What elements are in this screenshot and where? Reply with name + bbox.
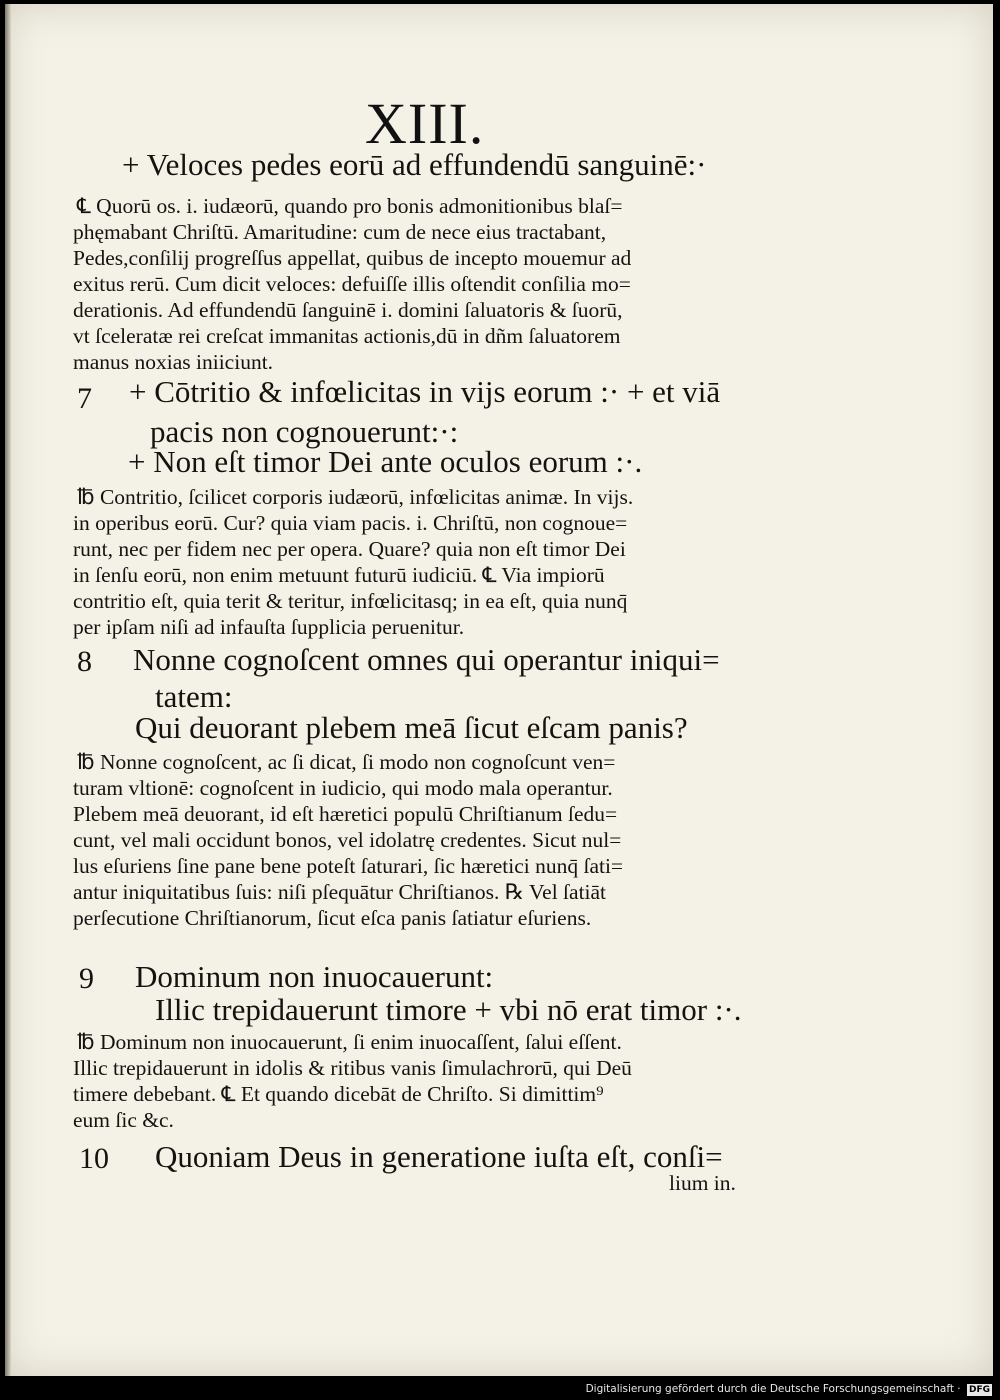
- commentary-line: per ipſam niſi ad infauſta ſupplicia peruenitur.: [73, 615, 465, 639]
- credit-text: Digitalisierung gefördert durch die Deutsche Forschungsgemeinschaft ·: [585, 1383, 961, 1395]
- commentary-line: Plebem meā deuorant, id eſt hæretici populū Chriſtianum ſedu=: [73, 802, 618, 826]
- commentary-line: runt, nec per fidem nec per opera. Quare? quia non eſt timor Dei: [73, 537, 626, 561]
- commentary-line: Illic trepidauerunt in idolis & ritibus vanis ſimulachrorū, qui Deū: [73, 1056, 632, 1080]
- verse-line: + Veloces pedes eorū ad effundendū sanguinē:·: [122, 147, 707, 182]
- verse-line: + Non eſt timor Dei ante oculos eorum :·.: [128, 444, 643, 479]
- commentary-line: timere debebant. ℄ Et quando dicebāt de Chriſto. Si dimittim⁹: [73, 1082, 604, 1106]
- commentary-line: phęmabant Chriſtū. Amaritudine: cum de nece eius tractabant,: [73, 220, 607, 244]
- commentary-line: in ſenſu eorū, non enim metuunt futurū iudiciū. ℄ Via impiorū: [73, 563, 605, 587]
- verse-number: 10: [79, 1142, 109, 1175]
- commentary-line: cunt, vel mali occidunt bonos, vel idolatrę credentes. Sicut nul=: [73, 828, 622, 852]
- verse-number: 7: [77, 382, 92, 415]
- verse-line: Qui deuorant plebem meā ſicut eſcam panis?: [135, 710, 688, 745]
- commentary-line: ℔ Nonne cognoſcent, ac ſi dicat, ſi modo non cognoſcunt ven=: [77, 750, 616, 774]
- verse-line: Quoniam Deus in generatione iuſta eſt, conſi=: [155, 1139, 723, 1174]
- verse-line: Dominum non inuocauerunt:: [135, 959, 494, 994]
- dfg-logo: DFG: [968, 1385, 990, 1395]
- commentary-line: turam vltionē: cognoſcent in iudicio, qui modo mala operantur.: [73, 776, 613, 800]
- commentary-line: in operibus eorū. Cur? quia viam pacis. i. Chriſtū, non cognoue=: [73, 511, 628, 535]
- commentary-line: contritio eſt, quia terit & teritur, infœlicitasq; in ea eſt, quia nunq̄: [73, 589, 628, 613]
- commentary-line: perſecutione Chriſtianorum, ſicut eſca panis ſatiatur eſuriens.: [73, 906, 592, 930]
- commentary-line: manus noxias iniiciunt.: [73, 350, 274, 374]
- commentary-line: eum ſic &c.: [73, 1108, 174, 1132]
- commentary-line: ℔ Contritio, ſcilicet corporis iudæorū, infœlicitas animæ. In vijs.: [77, 485, 634, 509]
- commentary-line: ℔ Dominum non inuocauerunt, ſi enim inuocaſſent, ſalui eſſent.: [77, 1030, 622, 1054]
- verse-line: tatem:: [155, 679, 233, 714]
- verse-line: pacis non cognouerunt:·:: [150, 414, 459, 449]
- commentary-line: lium in.: [669, 1171, 736, 1195]
- commentary-line: derationis. Ad effundendū ſanguinē i. domini ſaluatoris & ſuorū,: [73, 298, 623, 322]
- commentary-line: exitus rerū. Cum dicit veloces: defuiſſe illis oſtendit conſilia mo=: [73, 272, 631, 296]
- verse-line: Illic trepidauerunt timore + vbi nō erat timor :·.: [155, 992, 742, 1027]
- commentary-line: antur iniquitatibus ſuis: niſi pſequātur Chriſtianos. ℞ Vel ſatiāt: [73, 880, 607, 904]
- verse-line: + Cōtritio & infœlicitas in vijs eorum :· + et viā: [129, 374, 721, 409]
- page-edge: [5, 4, 11, 1376]
- commentary-line: vt ſceleratæ rei creſcat immanitas actionis,dū in dñm ſaluatorem: [73, 324, 621, 348]
- commentary-line: Pedes,conſilij progreſſus appellat, quibus de incepto mouemur ad: [73, 246, 632, 270]
- verse-number: 9: [79, 962, 94, 995]
- digitization-credit: [0, 1378, 1000, 1400]
- folio-number: XIII.: [365, 91, 485, 156]
- book-page: [5, 4, 993, 1376]
- commentary-line: ℄ Quorū os. i. iudæorū, quando pro bonis admonitionibus blaſ=: [77, 194, 623, 218]
- verse-line: Nonne cognoſcent omnes qui operantur iniqui=: [133, 642, 720, 677]
- commentary-line: lus eſuriens ſine pane bene poteſt ſaturari, ſic hæretici nunq̄ ſati=: [73, 854, 624, 878]
- verse-number: 8: [77, 645, 92, 678]
